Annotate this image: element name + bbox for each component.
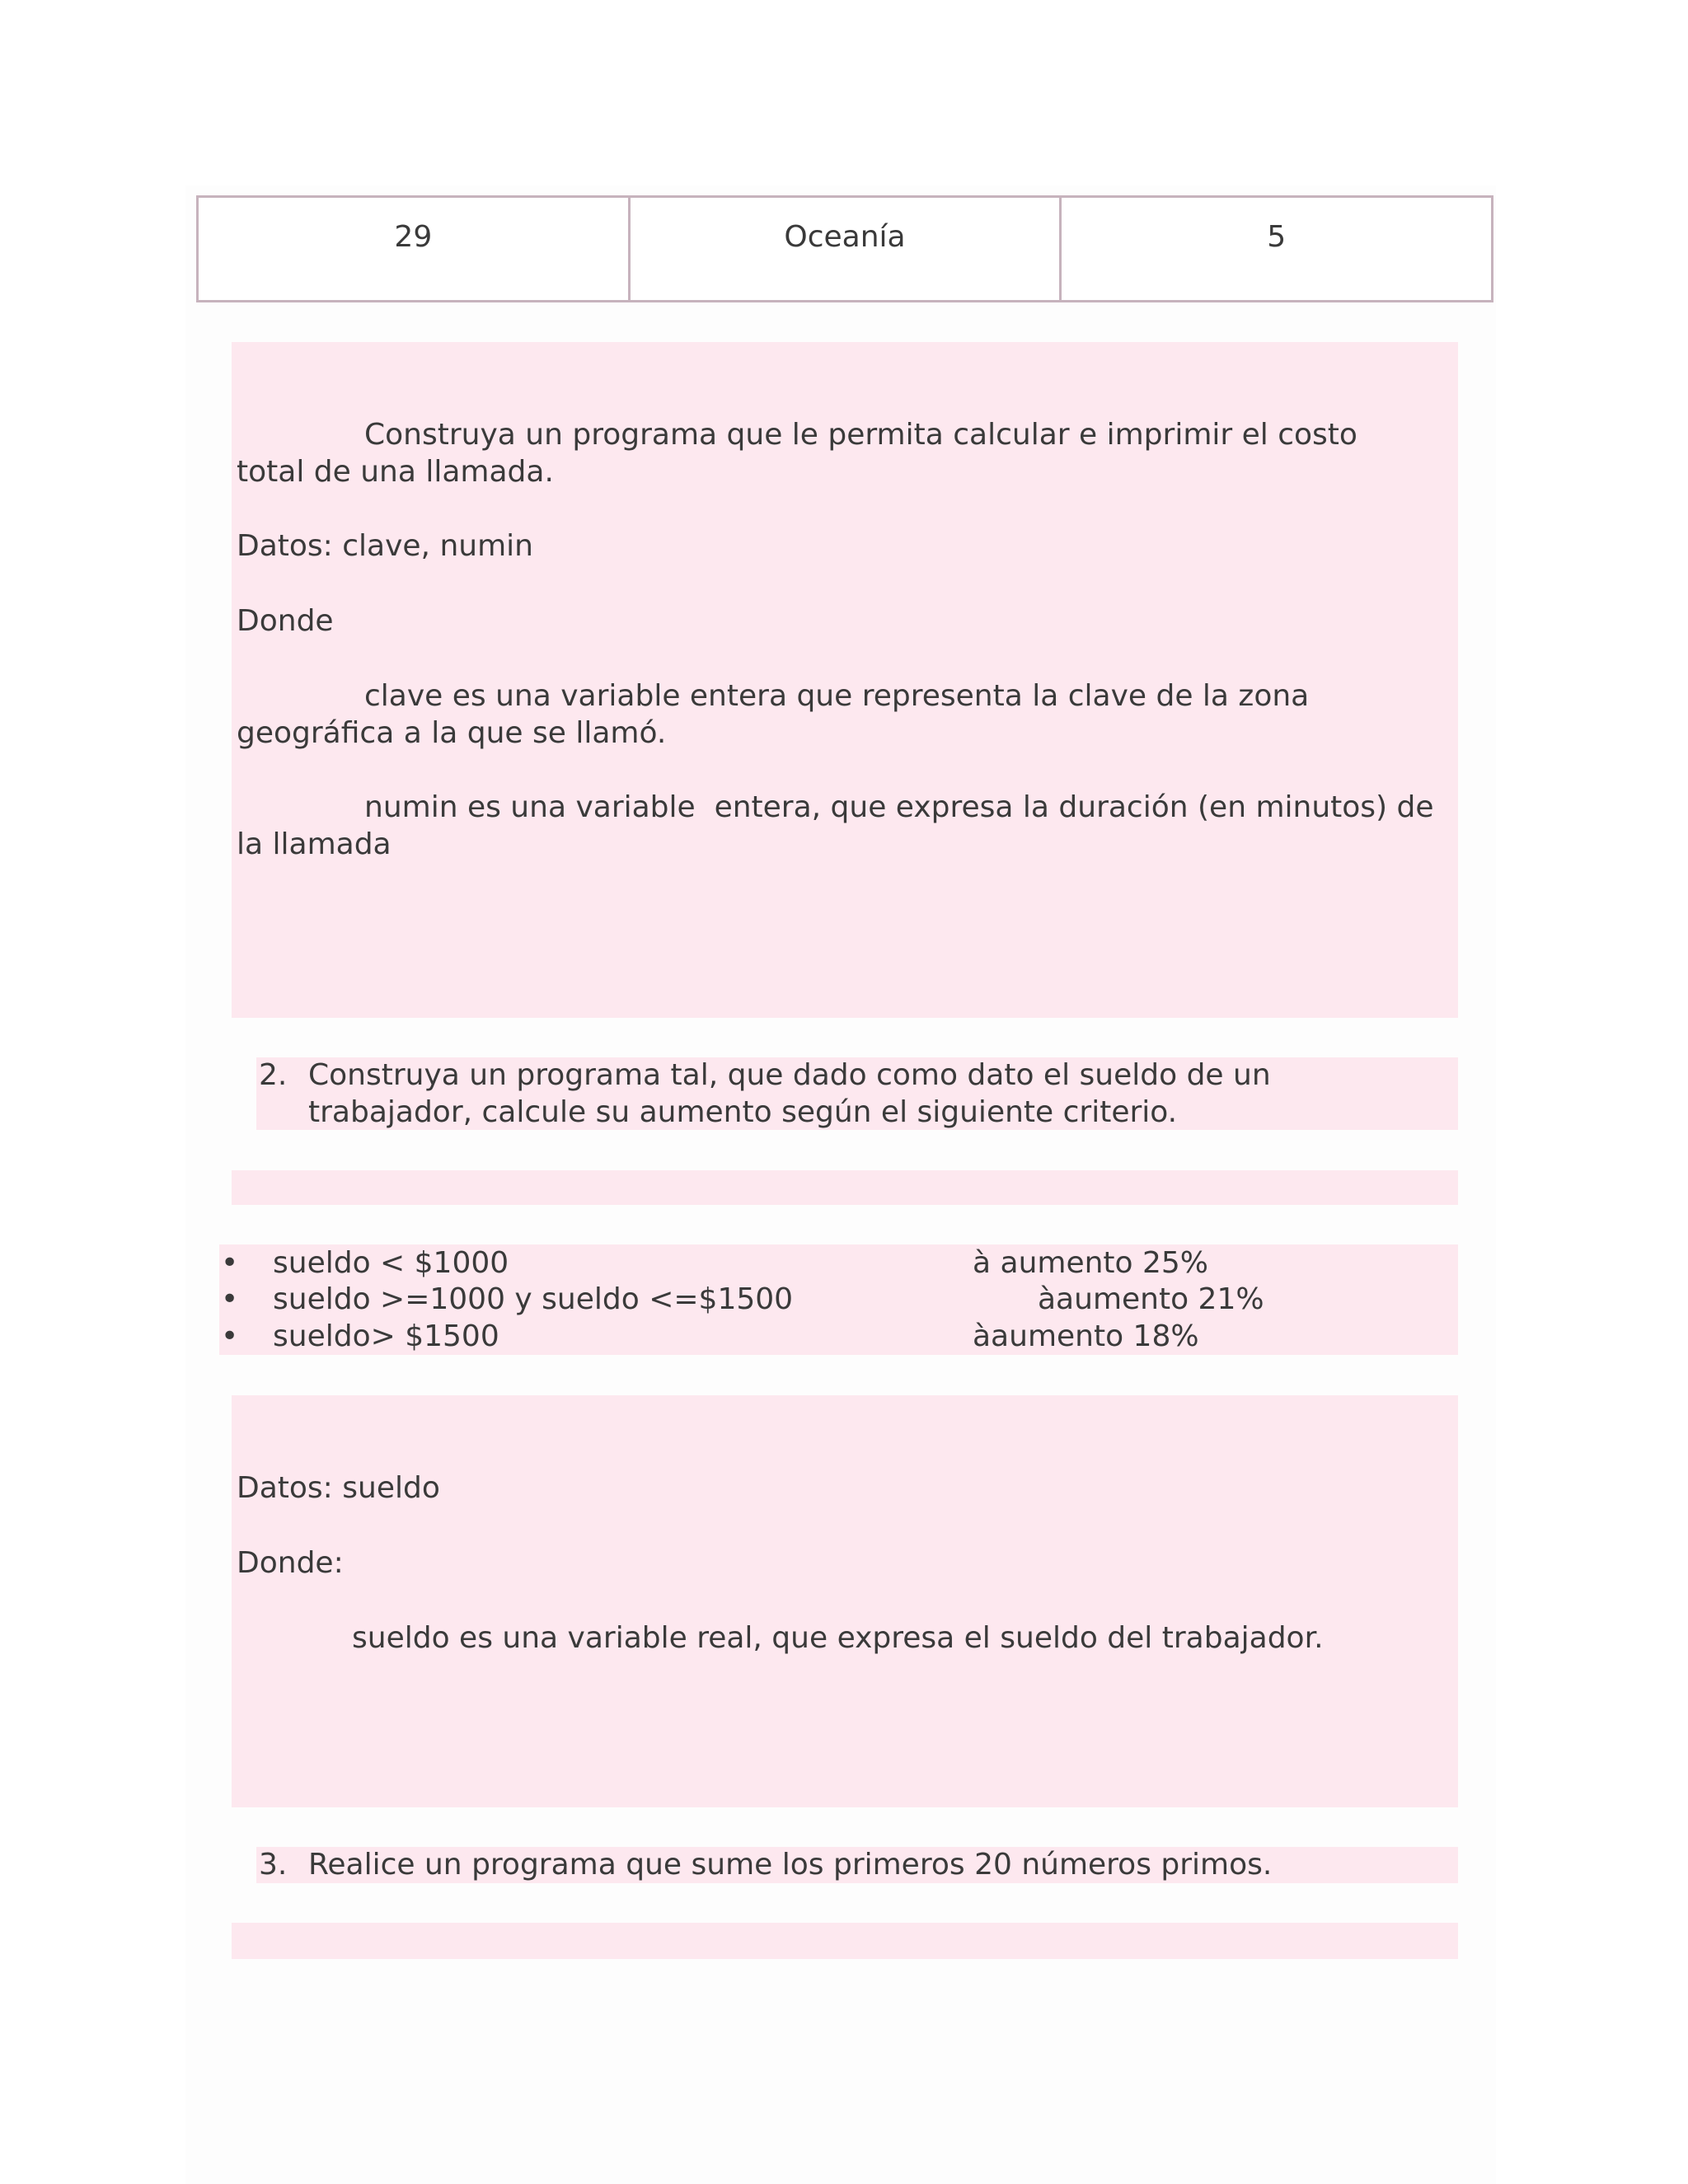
table-cell-region: Oceanía bbox=[631, 198, 1062, 300]
table-cell-number: 29 bbox=[199, 198, 631, 300]
criterion-condition: sueldo < $1000 bbox=[273, 1246, 509, 1280]
data-table-row bbox=[196, 195, 1493, 302]
list-item bbox=[219, 1281, 1458, 1318]
criterion-condition: sueldo >=1000 y sueldo <=$1500 bbox=[273, 1282, 794, 1316]
criterion-condition: sueldo> $1500 bbox=[273, 1319, 499, 1353]
exercise-1-donde: Donde bbox=[237, 604, 334, 638]
criterion-result: à aumento 25% bbox=[973, 1246, 1209, 1280]
blank-band bbox=[232, 1923, 1458, 1959]
exercise-2-datos: Datos: sueldo bbox=[237, 1471, 440, 1505]
blank-band bbox=[232, 1170, 1458, 1205]
criterion-result: àaumento 21% bbox=[1038, 1282, 1264, 1316]
exercise-2-donde: Donde: bbox=[237, 1546, 344, 1580]
exercise-1-intro: Construya un programa que le permita calcular e imprimir el costo total de una llamada. bbox=[237, 418, 1367, 489]
clave-description: clave es una variable entera que representa la clave de la zona geográfica a la que se llamó. bbox=[237, 679, 1319, 750]
bullet-icon: • bbox=[221, 1282, 239, 1316]
exercise-2-item bbox=[259, 1057, 1355, 1132]
criterion-result: àaumento 18% bbox=[973, 1319, 1199, 1353]
exercise-2-text: Construya un programa tal, que dado como dato el sueldo de un trabajador, calcule su aumento según el siguiente criterio. bbox=[308, 1058, 1281, 1129]
list-item bbox=[219, 1244, 1458, 1282]
exercise-1-description bbox=[232, 342, 1458, 1018]
exercise-3-number: 3. bbox=[259, 1848, 288, 1882]
exercise-3-item bbox=[259, 1846, 1454, 1883]
bullet-icon: • bbox=[221, 1319, 239, 1353]
exercise-1-datos: Datos: clave, numin bbox=[237, 529, 533, 563]
sueldo-description: sueldo es una variable real, que expresa el sueldo del trabajador. bbox=[352, 1621, 1324, 1655]
numin-description: numin es una variable entera, que expresa la duración (en minutos) de la llamada bbox=[237, 790, 1443, 861]
exercise-2-number: 2. bbox=[259, 1058, 288, 1092]
table-cell-value: 5 bbox=[1267, 220, 1287, 254]
list-item bbox=[219, 1318, 1458, 1355]
exercise-3-text: Realice un programa que sume los primeros 20 números primos. bbox=[308, 1848, 1273, 1882]
criteria-list bbox=[219, 1244, 1458, 1355]
exercise-2-description bbox=[232, 1395, 1458, 1807]
bullet-icon: • bbox=[221, 1246, 239, 1280]
